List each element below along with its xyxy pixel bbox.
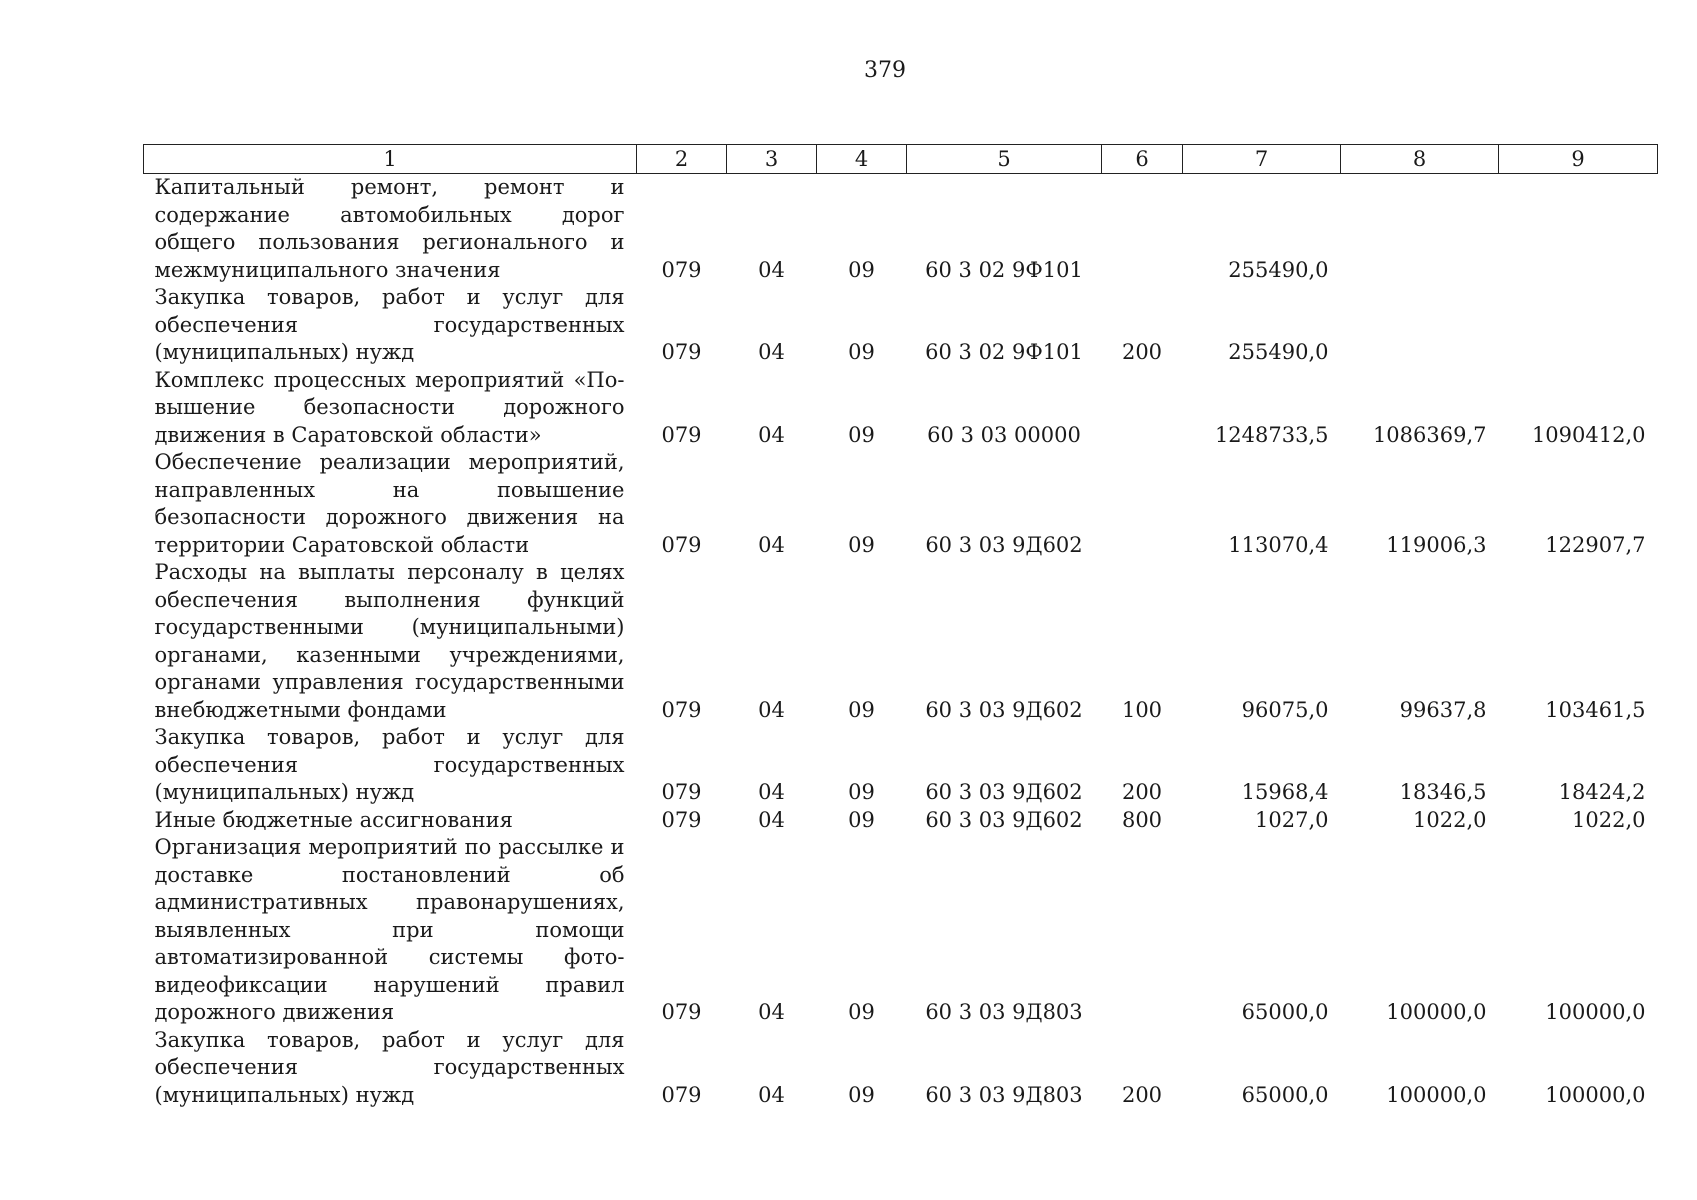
- cell-amount-8: 100000,0: [1386, 1082, 1487, 1107]
- cell-amount-9: 100000,0: [1545, 1082, 1646, 1107]
- column-header: 4: [817, 145, 907, 174]
- cell-section: 04: [758, 780, 785, 804]
- cell-amount-7: 1248733,5: [1214, 422, 1329, 447]
- cell-target-article: 60 3 03 9Д602: [925, 532, 1083, 557]
- cell-amount-8: [1341, 284, 1499, 367]
- cell-target-article: 60 3 03 9Д602: [925, 780, 1083, 804]
- table-row: [144, 367, 1658, 450]
- cell-amount-7: 255490,0: [1228, 340, 1329, 364]
- cell-amount-7: 65000,0: [1241, 1000, 1329, 1024]
- cell-section: 04: [758, 697, 785, 722]
- row-name: Комплекс процессных мероприятий «Повышение безопасности дорожного движения в Саратовской области»: [154, 367, 625, 447]
- cell-amount-7: 1027,0: [1255, 807, 1329, 832]
- table-row: [144, 807, 1658, 835]
- cell-amount-7: 15968,4: [1241, 780, 1329, 804]
- cell-ministry: 079: [661, 697, 702, 722]
- column-header: 5: [907, 145, 1102, 174]
- cell-ministry: 079: [661, 1000, 702, 1024]
- cell-section: 04: [758, 1082, 785, 1107]
- cell-amount-9: 103461,5: [1545, 697, 1646, 722]
- row-name: Расходы на выплаты персоналу в целях обеспечения выполнения функций государственными (муниципальными) органами, казенными учреждениями, органами управления государственными внебюджетными фондами: [154, 560, 625, 722]
- cell-subsection: 09: [848, 697, 875, 722]
- column-header: 2: [637, 145, 727, 174]
- cell-ministry: 079: [661, 532, 702, 557]
- row-name: Закупка товаров, работ и услуг для обеспечения государственных (муниципальных) нужд: [154, 285, 625, 364]
- cell-amount-9: 100000,0: [1545, 1000, 1646, 1024]
- cell-subsection: 09: [848, 340, 875, 364]
- row-name: Закупка товаров, работ и услуг для обеспечения государственных (муниципальных) нужд: [154, 1027, 625, 1107]
- cell-amount-8: 1022,0: [1413, 807, 1487, 832]
- cell-amount-9: [1499, 174, 1658, 285]
- cell-section: 04: [758, 1000, 785, 1024]
- cell-target-article: 60 3 03 00000: [927, 422, 1081, 447]
- cell-expense-type: 200: [1121, 1082, 1163, 1107]
- cell-target-article: 60 3 03 9Д602: [925, 807, 1083, 832]
- cell-ministry: 079: [661, 257, 702, 282]
- table-row: [144, 1027, 1658, 1110]
- cell-expense-type: [1102, 174, 1183, 285]
- cell-subsection: 09: [848, 807, 875, 832]
- page-number: 379: [864, 58, 906, 83]
- row-name: Иные бюджетные ассигнования: [154, 807, 513, 832]
- cell-target-article: 60 3 02 9Ф101: [925, 340, 1083, 364]
- column-header: 1: [144, 145, 637, 174]
- table-row: [144, 834, 1658, 1027]
- cell-ministry: 079: [661, 1082, 702, 1107]
- cell-ministry: 079: [661, 340, 702, 364]
- cell-amount-7: 65000,0: [1241, 1082, 1329, 1107]
- row-name: Организация мероприятий по рассылке и доставке постановлений об административных правонарушениях, выявленных при помощи автоматизированной системы фотовидеофиксации нарушений правил дорожного движения: [154, 835, 625, 1024]
- cell-amount-9: 122907,7: [1545, 532, 1646, 557]
- cell-ministry: 079: [661, 807, 702, 832]
- cell-subsection: 09: [848, 1082, 875, 1107]
- cell-target-article: 60 3 02 9Ф101: [925, 257, 1083, 282]
- table-row: [144, 559, 1658, 724]
- cell-amount-8: [1341, 174, 1499, 285]
- cell-amount-9: 18424,2: [1558, 780, 1646, 804]
- row-name: Закупка товаров, работ и услуг для обеспечения государственных (муниципальных) нужд: [154, 725, 625, 804]
- cell-amount-7: 255490,0: [1228, 257, 1329, 282]
- cell-section: 04: [758, 340, 785, 364]
- cell-amount-9: 1090412,0: [1531, 422, 1646, 447]
- table-row: [144, 174, 1658, 285]
- cell-expense-type: [1102, 834, 1183, 1027]
- cell-amount-7: 113070,4: [1228, 532, 1329, 557]
- cell-ministry: 079: [661, 780, 702, 804]
- cell-amount-8: 100000,0: [1386, 1000, 1487, 1024]
- cell-amount-9: [1499, 284, 1658, 367]
- cell-expense-type: [1102, 449, 1183, 559]
- cell-section: 04: [758, 422, 785, 447]
- column-header: 6: [1102, 145, 1183, 174]
- cell-amount-8: 18346,5: [1399, 780, 1487, 804]
- cell-target-article: 60 3 03 9Д602: [925, 697, 1083, 722]
- column-header: 9: [1499, 145, 1658, 174]
- cell-subsection: 09: [848, 422, 875, 447]
- cell-section: 04: [758, 257, 785, 282]
- budget-table: [143, 144, 1658, 1109]
- row-name: Обеспечение реализации мероприятий, направленных на повышение безопасности дорожного движения на территории Саратовской области: [154, 450, 625, 557]
- cell-expense-type: 100: [1121, 697, 1163, 722]
- cell-amount-8: 119006,3: [1386, 532, 1487, 557]
- cell-amount-8: 1086369,7: [1372, 422, 1487, 447]
- cell-expense-type: 800: [1121, 807, 1163, 832]
- table-row: [144, 724, 1658, 807]
- table-row: [144, 449, 1658, 559]
- cell-amount-8: 99637,8: [1399, 697, 1487, 722]
- cell-target-article: 60 3 03 9Д803: [925, 1082, 1083, 1107]
- cell-subsection: 09: [848, 780, 875, 804]
- cell-section: 04: [758, 807, 785, 832]
- cell-amount-7: 96075,0: [1241, 697, 1329, 722]
- cell-amount-9: 1022,0: [1572, 807, 1646, 832]
- column-header: 3: [727, 145, 817, 174]
- cell-expense-type: 200: [1121, 780, 1163, 804]
- column-header: 7: [1183, 145, 1341, 174]
- cell-subsection: 09: [848, 1000, 875, 1024]
- header-row: [144, 145, 1658, 174]
- row-name: Капитальный ремонт, ремонт и содержание автомобильных дорог общего пользования регионального и межмуниципального значения: [154, 175, 625, 282]
- cell-subsection: 09: [848, 257, 875, 282]
- cell-subsection: 09: [848, 532, 875, 557]
- cell-ministry: 079: [661, 422, 702, 447]
- table-row: [144, 284, 1658, 367]
- column-header: 8: [1341, 145, 1499, 174]
- cell-expense-type: 200: [1121, 340, 1163, 364]
- cell-target-article: 60 3 03 9Д803: [925, 1000, 1083, 1024]
- cell-expense-type: [1102, 367, 1183, 450]
- cell-section: 04: [758, 532, 785, 557]
